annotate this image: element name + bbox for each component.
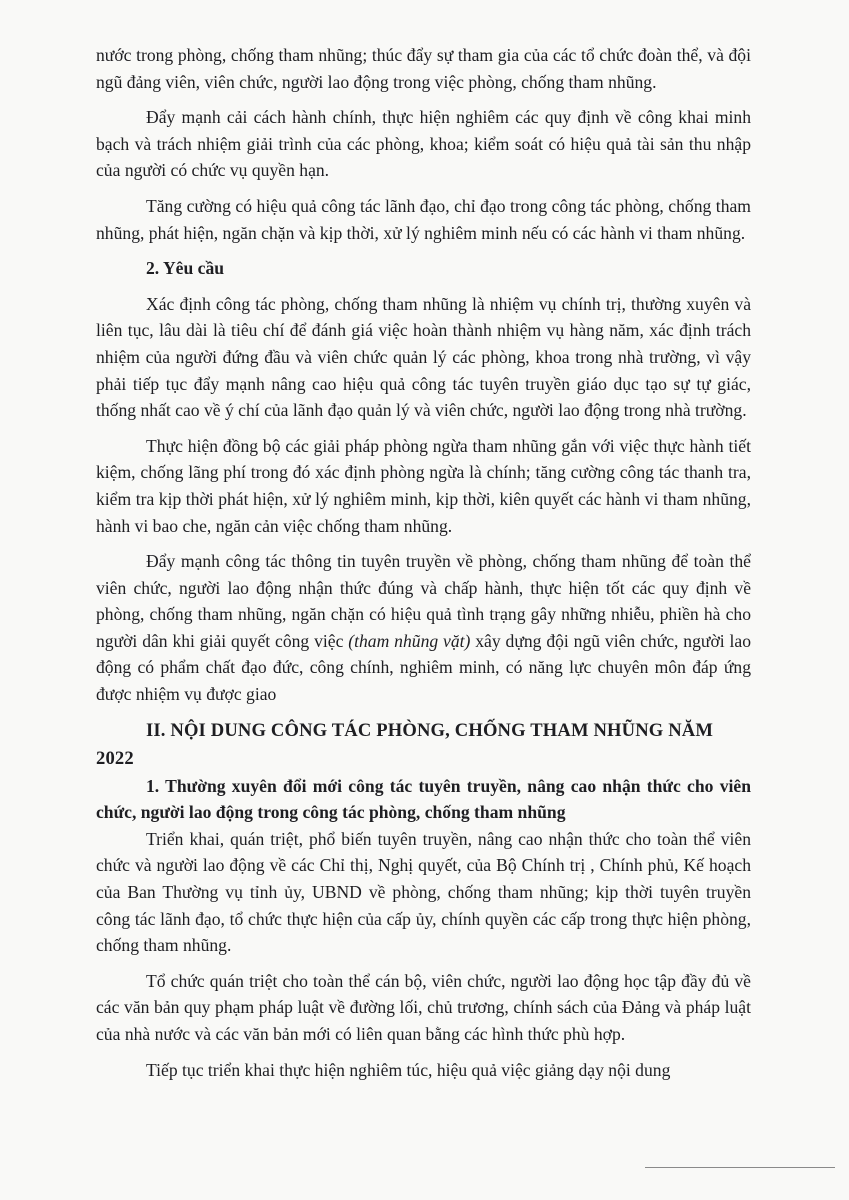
heading-item-1: 1. Thường xuyên đổi mới công tác tuyên truyền, nâng cao nhận thức cho viên chức, người lao động trong công tác phòng, chống tham nhũng (96, 775, 751, 823)
paragraph-continuation: nước trong phòng, chống tham nhũng; thúc đẩy sự tham gia của các tổ chức đoàn thể, và đội ngũ đảng viên, viên chức, người lao động trong việc phòng, chống tham nhũng. (96, 45, 751, 92)
paragraph-item1-3: Tiếp tục triển khai thực hiện nghiêm túc, hiệu quả việc giảng dạy nội dung (146, 1059, 671, 1080)
footer-rule (645, 1167, 835, 1168)
paragraph-leadership: Tăng cường có hiệu quả công tác lãnh đạo, chỉ đạo trong công tác phòng, chống tham nhũng, phát hiện, ngăn chặn và kịp thời, xử lý nghiêm minh nếu có các hành vi tham nhũng. (96, 195, 751, 243)
document-body (96, 42, 751, 1083)
paragraph-requirements-3-text-a: Đẩy mạnh công tác thông tin tuyên truyền về phòng, chống tham nhũng để toàn thể viên chức, người lao động nhận thức đúng và chấp hành, thực hiện tốt các quy định về phòng, chống tham nhũng, ngăn chặn có hiệu quả tình trạng gây những nhiễu, phiền hà cho người dân khi giải quyết công việc (96, 551, 751, 651)
paragraph-requirements-1: Xác định công tác phòng, chống tham nhũng là nhiệm vụ chính trị, thường xuyên và liên tục, lâu dài là tiêu chí để đánh giá việc hoàn thành nhiệm vụ hàng năm, xác định trách nhiệm của người đứng đầu và viên chức quản lý các phòng, khoa trong nhà trường, vì vậy phải tiếp tục đẩy mạnh nâng cao hiệu quả công tác tuyên truyền giáo dục tạo sự tự giác, thống nhất cao về ý chí của lãnh đạo quản lý và viên chức, người lao động trong nhà trường. (96, 293, 751, 421)
paragraph-item1-2: Tổ chức quán triệt cho toàn thể cán bộ, viên chức, người lao động học tập đầy đủ về các văn bản quy phạm pháp luật về đường lối, chủ trương, chính sách của Đảng và pháp luật của nhà nước và các văn bản mới có liên quan bằng các hình thức phù hợp. (96, 970, 751, 1044)
paragraph-admin-reform: Đẩy mạnh cải cách hành chính, thực hiện nghiêm các quy định về công khai minh bạch và trách nhiệm giải trình của các phòng, khoa; kiểm soát có hiệu quả tài sản thu nhập của người có chức vụ quyền hạn. (96, 107, 751, 181)
heading-section-ii: II. NỘI DUNG CÔNG TÁC PHÒNG, CHỐNG THAM NHŨNG NĂM 2022 (96, 719, 714, 769)
paragraph-requirements-3-text-b: xây dựng đội ngũ viên chức, người lao động có phẩm chất đạo đức, công chính, nghiêm minh, có năng lực chuyên môn đáp ứng được nhiệm vụ được giao (96, 630, 751, 705)
paragraph-requirements-2: Thực hiện đồng bộ các giải pháp phòng ngừa tham nhũng gắn với việc thực hành tiết kiệm, chống lãng phí trong đó xác định phòng ngừa là chính; tăng cường công tác thanh tra, kiểm tra kịp thời phát hiện, xử lý nghiêm minh, kịp thời, kiên quyết các hành vi tham nhũng, hành vi bao che, ngăn cản việc chống tham nhũng. (96, 435, 751, 536)
paragraph-requirements-3 (96, 548, 751, 708)
paragraph-requirements-3-italic: (tham nhũng vặt) (348, 630, 471, 651)
paragraph-item1-1: Triển khai, quán triệt, phổ biến tuyên truyền, nâng cao nhận thức cho toàn thể viên chức và người lao động về các Chỉ thị, Nghị quyết, của Bộ Chính trị , Chính phủ, Kế hoạch của Ban Thường vụ tỉnh ủy, UBND về phòng, chống tham nhũng; kịp thời tuyên truyền công tác lãnh đạo, tổ chức thực hiện của cấp ủy, chính quyền các cấp trong thực hiện phòng, chống tham nhũng. (96, 828, 751, 956)
heading-requirements: 2. Yêu cầu (146, 258, 225, 279)
